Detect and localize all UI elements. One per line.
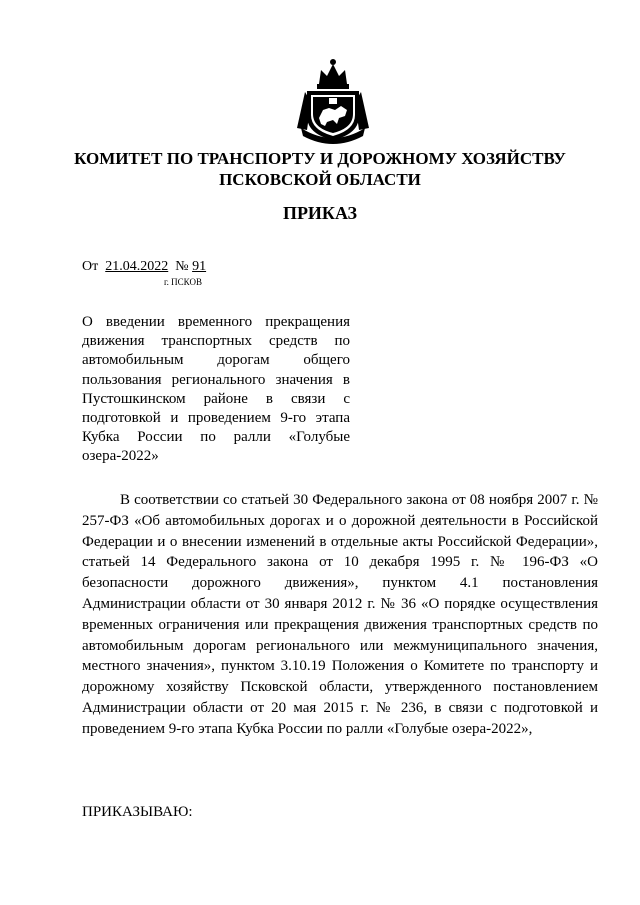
order-number: 91 xyxy=(192,259,207,274)
date-prefix: От xyxy=(82,259,99,274)
organization-name-line-1: КОМИТЕТ ПО ТРАНСПОРТУ И ДОРОЖНОМУ ХОЗЯЙСТВУ xyxy=(74,149,566,168)
organization-name-line-2: ПСКОВСКОЙ ОБЛАСТИ xyxy=(219,170,421,189)
pskov-coat-of-arms-icon xyxy=(293,58,373,144)
number-sign: № xyxy=(175,259,189,274)
city-label: г. ПСКОВ xyxy=(164,277,202,287)
order-directive: ПРИКАЗЫВАЮ: xyxy=(82,804,193,820)
order-date: 21.04.2022 xyxy=(105,259,169,274)
order-body xyxy=(82,490,598,740)
order-subject: О введении временного прекращения движения транспортных средств по автомобильным дорогам общего пользования регионального значения в Пустошкинском районе в связи с подготовкой и проведением 9-го этапа Кубка России по ралли «Голубые озера-2022» xyxy=(82,314,350,465)
order-body-text: В соответствии со статьей 30 Федерального закона от 08 ноября 2007 г. № 257-ФЗ «Об автомобильных дорогах и о дорожной деятельности в Российской Федерации и о внесении изменений в отдельные акты Российской Федерации», статьей 14 Федерального закона от 10 декабря 1995 г. № 196-ФЗ «О безопасности дорожного движения», пунктом 4.1 постановления Администрации области от 30 января 2012 г. № 36 «О порядке осуществления временных ограничения или прекращения движения транспортных средств по автомобильным дорогам регионального или межмуниципального значения, местного значения», пунктом 3.10.19 Положения о Комитете по транспорту и дорожному хозяйству Псковской области, утвержденного постановлением Администрации области от 20 мая 2015 г. № 236, в связи с подготовкой и проведением 9-го этапа Кубка России по ралли «Голубые озера-2022», xyxy=(82,492,598,737)
order-date-line xyxy=(82,258,206,276)
document-type-title: ПРИКАЗ xyxy=(282,203,358,223)
